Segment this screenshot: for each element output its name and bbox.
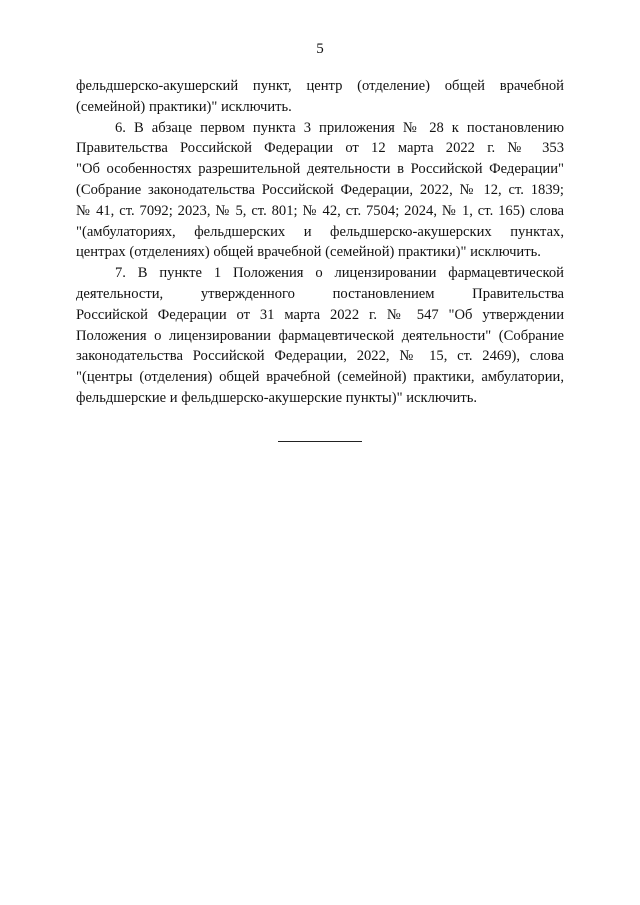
text-line: Российской Федерации от 31 марта 2022 г. № 547 "Об утверждении <box>76 306 564 323</box>
text-line: (Собрание законодательства Российской Федерации, 2022, № 12, ст. 1839; <box>76 181 564 198</box>
text-line: деятельности, утвержденного постановлением Правительства <box>76 285 564 302</box>
text-line: "(амбулаториях, фельдшерских и фельдшерско-акушерских пунктах, <box>76 223 564 240</box>
text-line: 7. В пункте 1 Положения о лицензировании фармацевтической <box>115 265 564 282</box>
text-line: центрах (отделениях) общей врачебной (семейной) практики)" исключить. <box>76 244 541 261</box>
text-line: Положения о лицензировании фармацевтической деятельности" (Собрание <box>76 327 564 344</box>
text-line: фельдшерские и фельдшерско-акушерские пункты)" исключить. <box>76 389 478 406</box>
end-divider-line <box>278 441 362 442</box>
paragraph-continuation <box>76 76 564 118</box>
text-line: фельдшерско-акушерский пункт, центр (отделение) общей врачебной <box>76 78 564 94</box>
paragraph-item-6 <box>76 118 564 264</box>
page-number: 5 <box>316 41 324 57</box>
text-line: 6. В абзаце первом пункта 3 приложения № 28 к постановлению <box>115 119 564 136</box>
text-line: (семейной) практики)" исключить. <box>76 98 292 115</box>
paragraph-item-7 <box>76 263 564 409</box>
document-body <box>76 76 564 409</box>
text-line: Правительства Российской Федерации от 12 марта 2022 г. № 353 <box>76 140 564 157</box>
text-line: "(центры (отделения) общей врачебной (семейной) практики, амбулатории, <box>76 369 564 386</box>
text-line: № 41, ст. 7092; 2023, № 5, ст. 801; № 42, ст. 7504; 2024, № 1, ст. 165) слова <box>76 202 564 219</box>
text-line: законодательства Российской Федерации, 2022, № 15, ст. 2469), слова <box>76 348 564 365</box>
text-line: "Об особенностях разрешительной деятельности в Российской Федерации" <box>76 161 564 178</box>
